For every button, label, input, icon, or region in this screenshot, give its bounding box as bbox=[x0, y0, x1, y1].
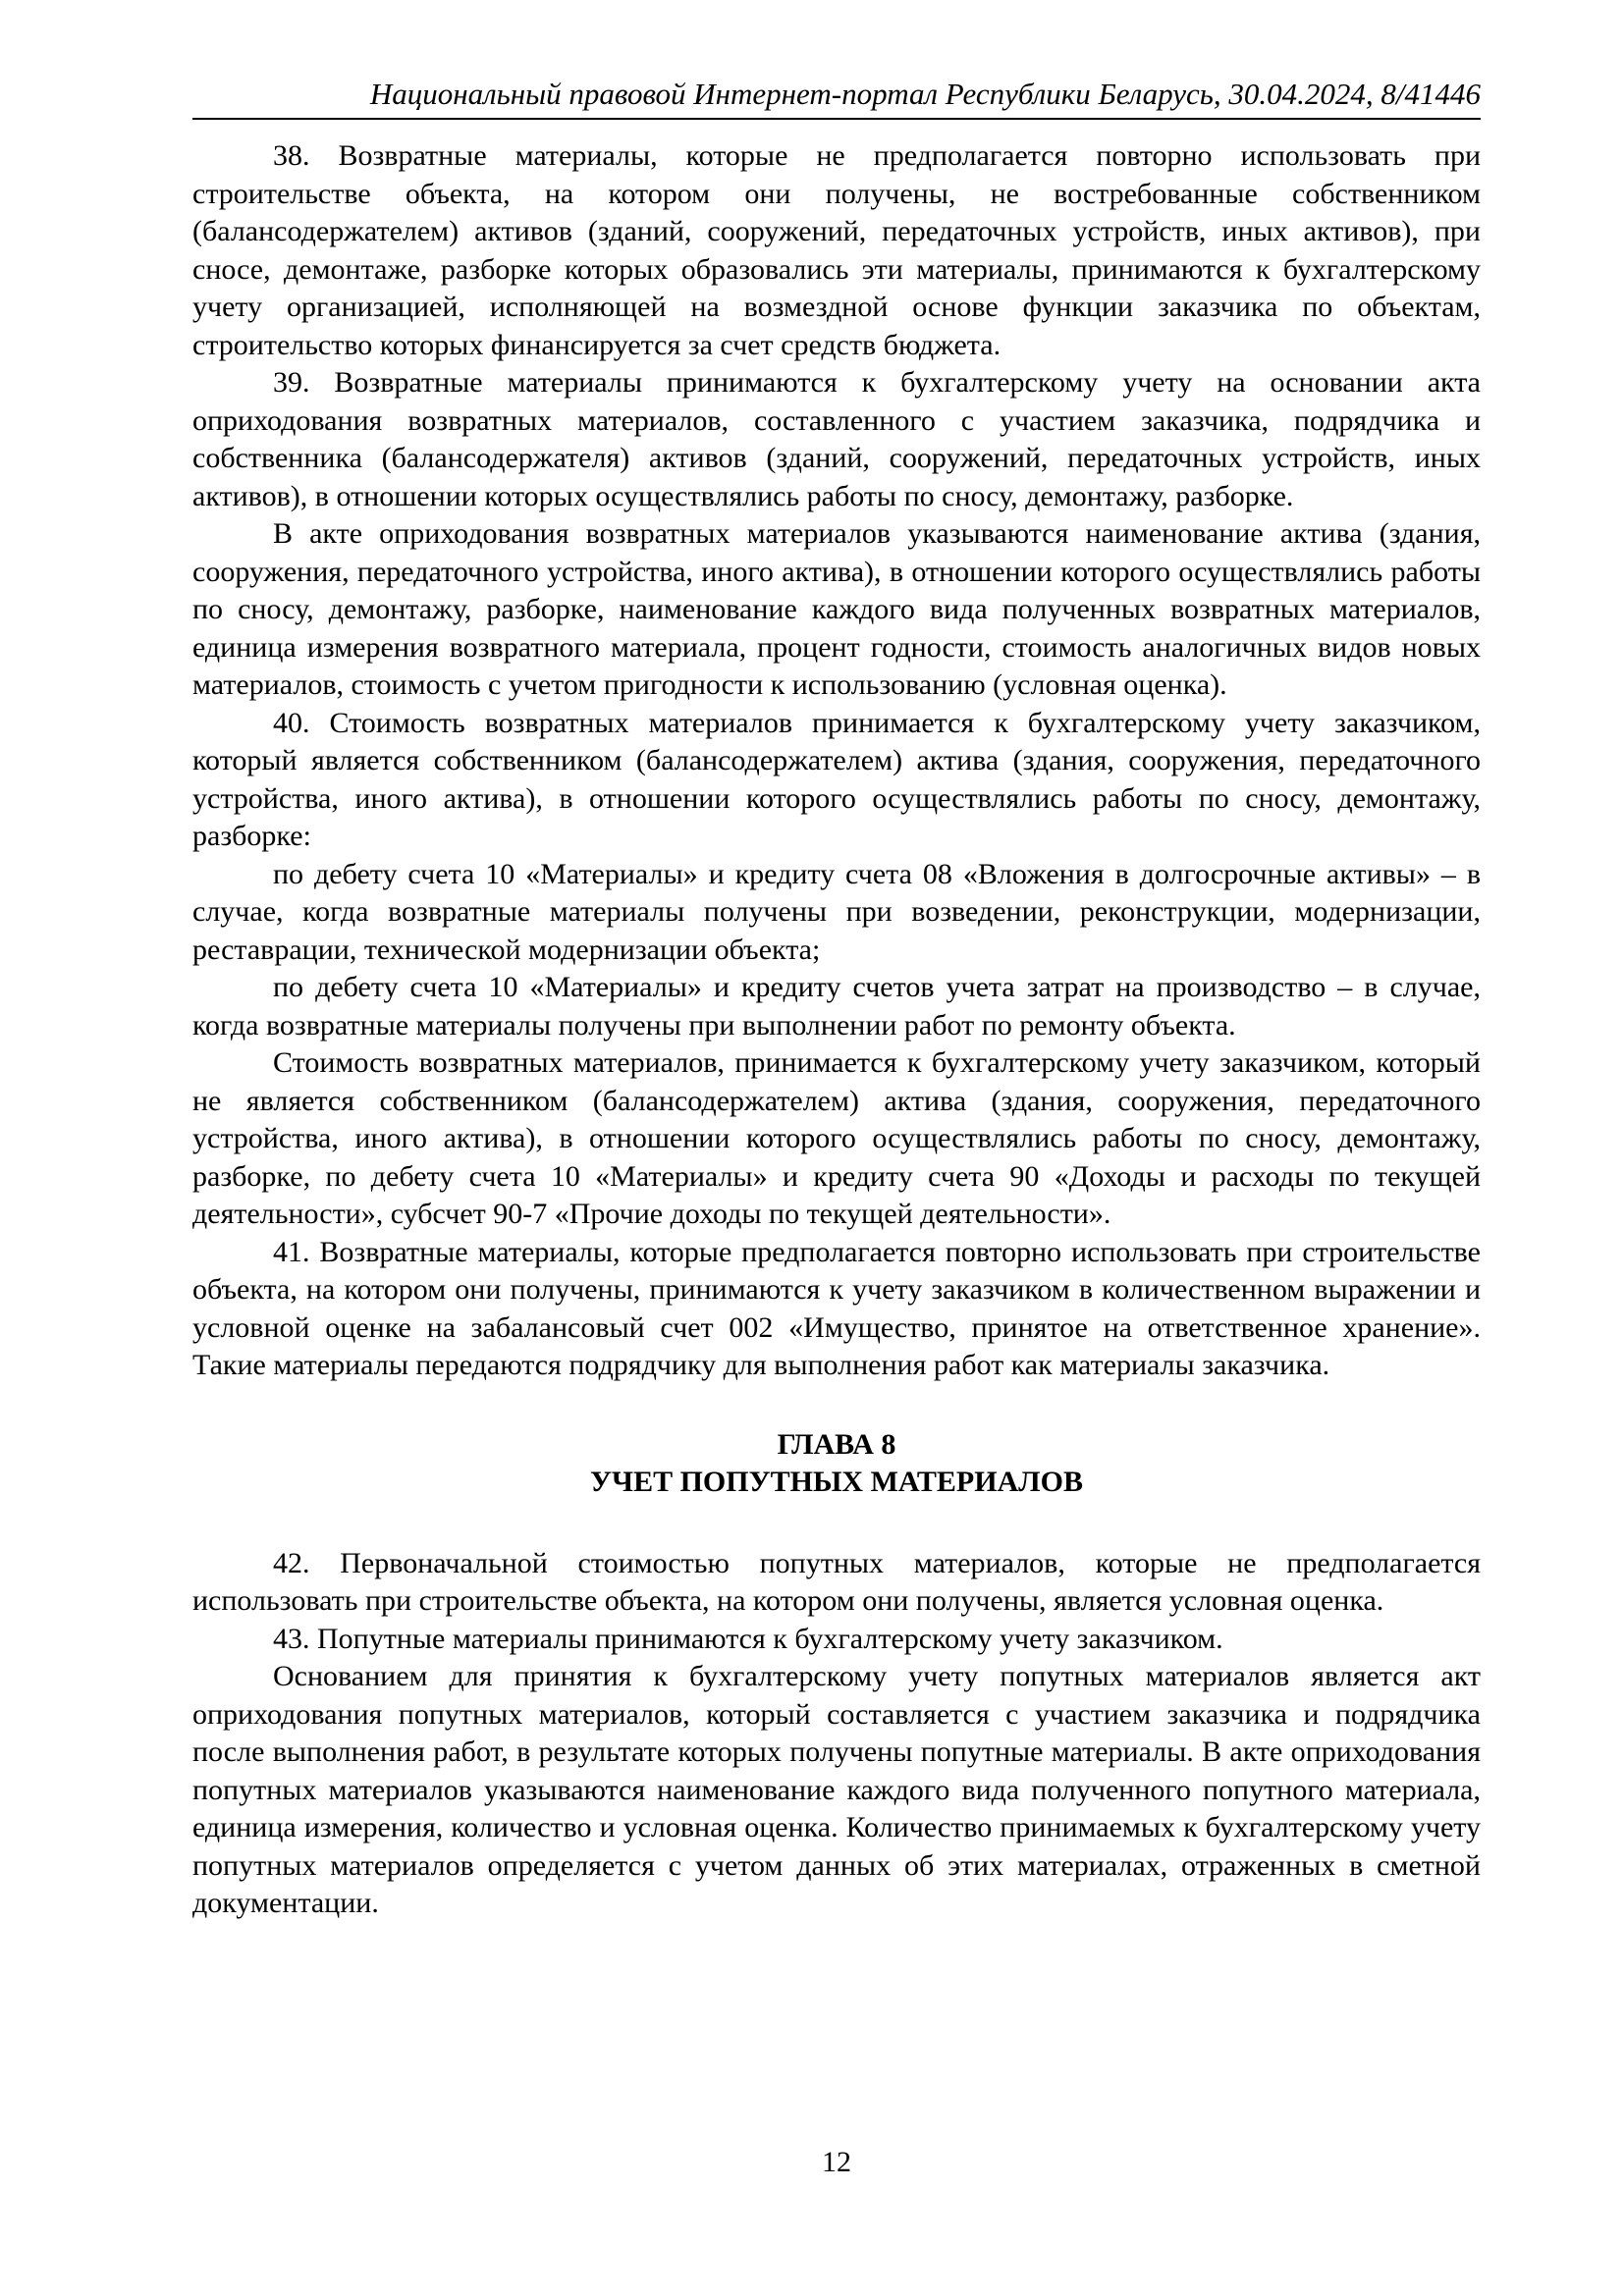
page-number: 12 bbox=[822, 2146, 851, 2178]
paragraph-39-act-details: В акте оприходования возвратных материалов указываются наименование актива (здания, сооружения, передаточного устройства, иного актива), в отношении которого осуществлялись работы по сносу, демонтажу, разборке, наименование каждого вида полученных возвратных материалов, единица измерения возвратного материала, процент годности, стоимость аналогичных видов новых материалов, стоимость с учетом пригодности к использованию (условная оценка). bbox=[192, 517, 1481, 701]
paragraph-39: 39. Возвратные материалы принимаются к бухгалтерскому учету на основании акта оприходования возвратных материалов, составленного с участием заказчика, подрядчика и собственника (балансодержателя) активов (зданий, сооружений, передаточных устройств, иных активов), в отношении которых осуществлялись работы по сносу, демонтажу, разборке. bbox=[192, 366, 1481, 512]
document-body bbox=[192, 137, 1481, 1923]
paragraph-41: 41. Возвратные материалы, которые предполагается повторно использовать при строительстве объекта, на котором они получены, принимаются к учету заказчиком в количественном выражении и условной оценке на забалансовый счет 002 «Имущество, принятое на ответственное хранение». Такие материалы передаются подрядчику для выполнения работ как материалы заказчика. bbox=[192, 1235, 1481, 1381]
chapter-number: ГЛАВА 8 bbox=[777, 1427, 896, 1461]
paragraph-42: 42. Первоначальной стоимостью попутных материалов, которые не предполагается использовать при строительстве объекта, на котором они получены, является условная оценка. bbox=[192, 1546, 1481, 1617]
chapter-title: УЧЕТ ПОПУТНЫХ МАТЕРИАЛОВ bbox=[590, 1466, 1083, 1498]
paragraph-40-debit-08: по дебету счета 10 «Материалы» и кредиту счета 08 «Вложения в долгосрочные активы» – в случае, когда возвратные материалы получены при возведении, реконструкции, модернизации, реставрации, технической модернизации объекта; bbox=[192, 857, 1481, 966]
paragraph-43: 43. Попутные материалы принимаются к бухгалтерскому учету заказчиком. bbox=[273, 1622, 1223, 1655]
paragraph-40-debit-production: по дебету счета 10 «Материалы» и кредиту счетов учета затрат на производство – в случае, когда возвратные материалы получены при выполнении работ по ремонту объекта. bbox=[192, 971, 1481, 1041]
paragraph-43-basis: Основанием для принятия к бухгалтерскому учету попутных материалов является акт оприходования попутных материалов, который составляется с участием заказчика и подрядчика после выполнения работ, в результате которых получены попутные материалы. В акте оприходования попутных материалов указываются наименование каждого вида полученного попутного материала, единица измерения, количество и условная оценка. Количество принимаемых к бухгалтерскому учету попутных материалов определяется с учетом данных об этих материалах, отраженных в сметной документации. bbox=[192, 1660, 1481, 1919]
portal-header: Национальный правовой Интернет-портал Республики Беларусь, 30.04.2024, 8/41446 bbox=[369, 77, 1481, 111]
paragraph-38: 38. Возвратные материалы, которые не предполагается повторно использовать при строительстве объекта, на котором они получены, не востребованные собственником (балансодержателем) активов (зданий, сооружений, передаточных устройств, иных активов), при сносе, демонтаже, разборке которых образовались эти материалы, принимаются к бухгалтерскому учету организацией, исполняющей на возмездной основе функции заказчика по объектам, строительство которых финансируется за счет средств бюджета. bbox=[192, 139, 1481, 361]
chapter-heading bbox=[192, 1426, 1481, 1502]
paragraph-40: 40. Стоимость возвратных материалов принимается к бухгалтерскому учету заказчиком, который является собственником (балансодержателем) актива (здания, сооружения, передаточного устройства, иного актива), в отношении которого осуществлялись работы по сносу, демонтажу, разборке: bbox=[192, 706, 1481, 852]
paragraph-40-non-owner: Стоимость возвратных материалов, принимается к бухгалтерскому учету заказчиком, который не является собственником (балансодержателем) актива (здания, сооружения, передаточного устройства, иного актива), в отношении которого осуществлялись работы по сносу, демонтажу, разборке, по дебету счета 10 «Материалы» и кредиту счета 90 «Доходы и расходы по текущей деятельности», субсчет 90-7 «Прочие доходы по текущей деятельности». bbox=[192, 1046, 1481, 1230]
header-rule bbox=[192, 118, 1481, 120]
